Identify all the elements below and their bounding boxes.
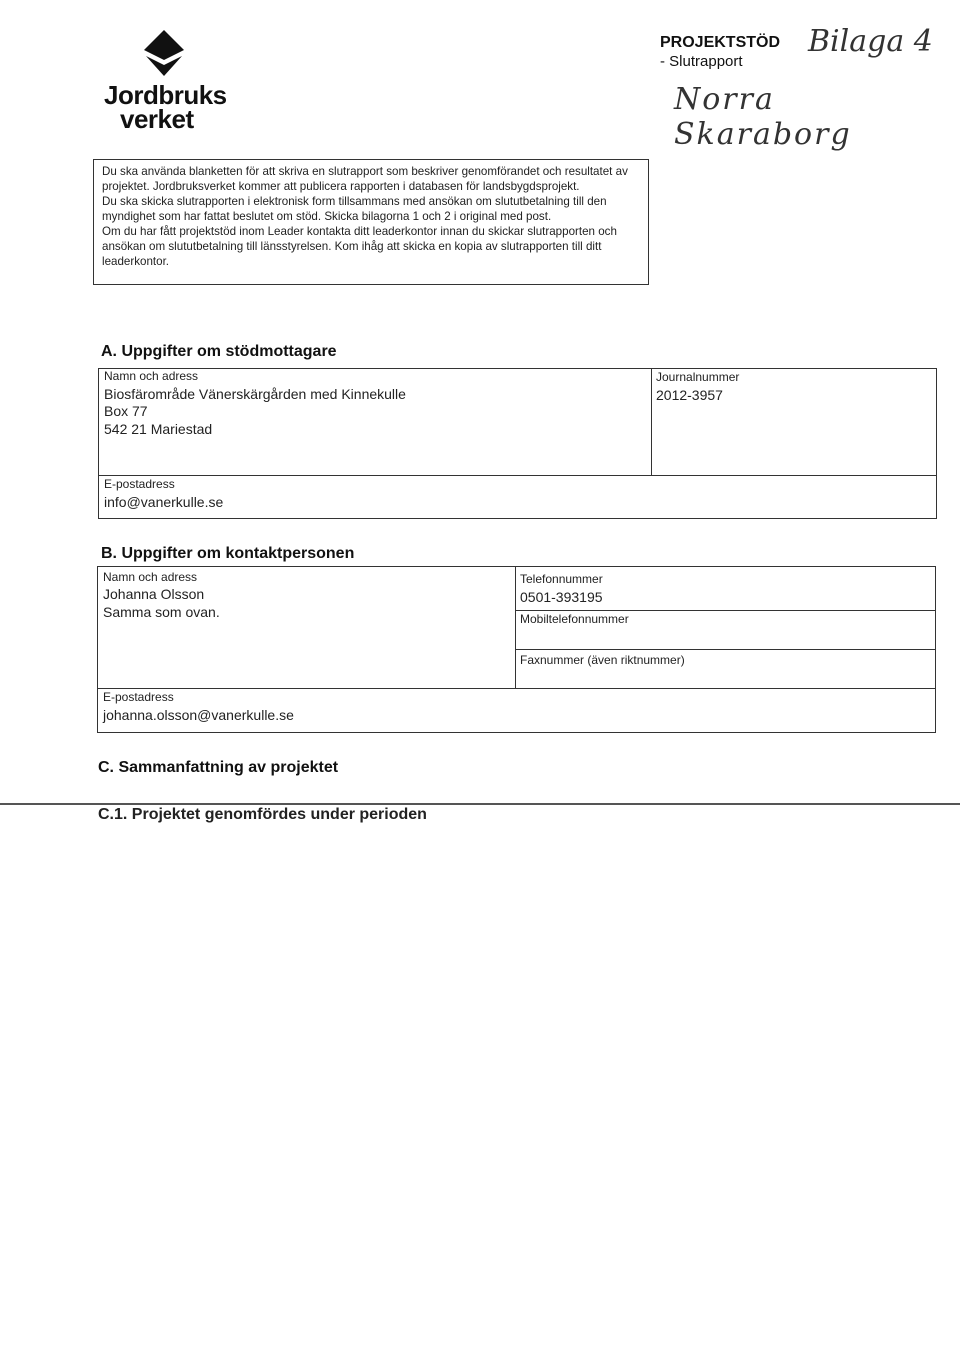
- a-email-value[interactable]: info@vanerkulle.se: [104, 494, 224, 510]
- a-email-label: E-postadress: [104, 477, 175, 491]
- b-name-line1[interactable]: Johanna Olsson: [103, 586, 205, 602]
- section-b-divider-mobile: [515, 649, 936, 650]
- a-name-line1[interactable]: Biosfärområde Vänerskärgården med Kinnekulle: [104, 386, 406, 402]
- diamond-logo-icon: [142, 30, 186, 76]
- section-c-heading: C. Sammanfattning av projektet: [98, 759, 339, 776]
- instructions-box: [93, 159, 649, 285]
- instructions-paragraph-2: Du ska skicka slutrapporten i elektronisk form tillsammans med ansökan om slututbetalning till den myndighet som har fattat beslutet om stöd. Skicka bilagorna 1 och 2 i original med post.: [102, 195, 607, 223]
- b-name-label: Namn och adress: [103, 570, 198, 584]
- a-name-label: Namn och adress: [104, 369, 199, 383]
- section-c-rule: [0, 803, 960, 805]
- a-journal-value[interactable]: 2012-3957: [656, 387, 723, 403]
- document-title: PROJEKTSTÖD: [660, 34, 781, 51]
- b-phone-label: Telefonnummer: [520, 572, 603, 586]
- b-name-line2[interactable]: Samma som ovan.: [103, 604, 220, 620]
- section-a-heading: A. Uppgifter om stödmottagare: [101, 343, 337, 360]
- a-name-line2[interactable]: Box 77: [104, 403, 148, 419]
- document-subtitle: - Slutrapport: [660, 53, 743, 70]
- a-name-line3[interactable]: 542 21 Mariestad: [104, 421, 213, 437]
- instructions-paragraph-1: Du ska använda blanketten för att skriva en slutrapport som beskriver genomförandet och resultatet av projektet. Jordbruksverket kommer att publicera rapporten i databasen för landsbygdsprojekt.: [102, 165, 628, 193]
- handwritten-annex-note: Bilaga 4: [808, 24, 933, 59]
- section-c1-heading: C.1. Projektet genomfördes under perioden: [98, 806, 427, 823]
- b-mobile-label: Mobiltelefonnummer: [520, 612, 629, 626]
- section-b-heading: B. Uppgifter om kontaktpersonen: [101, 545, 355, 562]
- handwritten-region-note: Norra Skaraborg: [674, 82, 852, 152]
- b-fax-label: Faxnummer (även riktnummer): [520, 653, 685, 667]
- b-email-label: E-postadress: [103, 690, 174, 704]
- section-b-divider-phone: [515, 610, 936, 611]
- a-journal-label: Journalnummer: [656, 370, 740, 384]
- section-b-divider-vertical: [515, 566, 516, 688]
- section-a-divider-horizontal: [98, 475, 937, 476]
- b-email-value[interactable]: johanna.olsson@vanerkulle.se: [103, 707, 294, 723]
- logo-text-line2: verket: [120, 104, 194, 134]
- b-phone-value[interactable]: 0501-393195: [520, 589, 603, 605]
- logo-text-line1: Jordbruks: [104, 80, 227, 110]
- jordbruksverket-logo: [102, 30, 227, 134]
- instructions-paragraph-3: Om du har fått projektstöd inom Leader kontakta ditt leaderkontor innan du skickar slutrapporten och ansökan om slututbetalning till länsstyrelsen. Kom ihåg att skicka en kopia av slutrapporten till ditt leaderkontor.: [102, 225, 617, 268]
- section-a-divider-vertical: [651, 368, 652, 475]
- section-b-divider-horizontal: [97, 688, 936, 689]
